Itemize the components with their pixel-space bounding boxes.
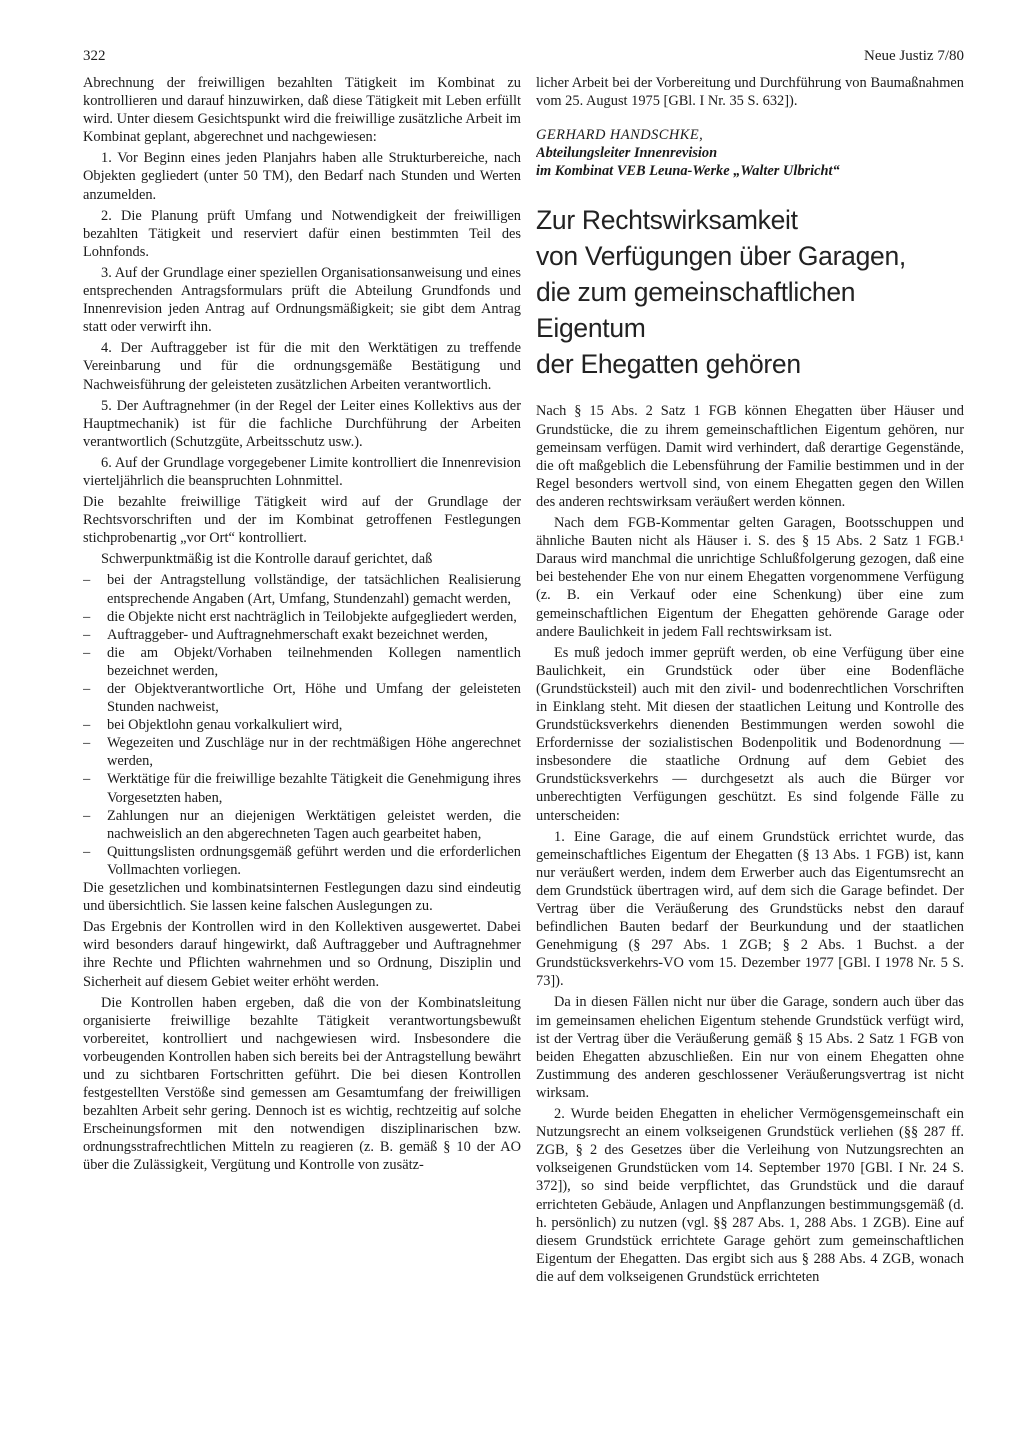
headline-line: der Ehegatten gehören xyxy=(536,349,801,380)
article-body xyxy=(536,402,964,1286)
body-paragraph: Es muß jedoch immer geprüft werden, ob eine Verfügung über eine Baulichkeit, ein Grundstück oder über eine Bodenfläche (Grundstücksteil) auch mit den zivil- und bodenrechtlichen Vorschriften in Einklang steht. Mit diesen der staatlichen Leitung und Kontrolle des Grundstücksverkehrs dienenden Bestimmungen werden sowohl die Erfordernisse der sozialistischen Bodenpolitik und Bodenordnung — insbesondere die staatliche Ordnung auf dem Gebiet des Grundstücksverkehrs — durchgesetzt als auch die Bürger vor unberechtigten Verfügungen geschützt. Es sind folgende Fälle zu unterscheiden: xyxy=(536,644,964,824)
left-column xyxy=(83,74,521,1397)
right-column xyxy=(536,74,964,1397)
headline-line: von Verfügungen über Garagen, xyxy=(536,241,906,272)
body-paragraph: Die gesetzlichen und kombinatsinternen Festlegungen dazu sind eindeutig und übersichtlich. Sie lassen keine falschen Auslegungen zu. xyxy=(83,880,521,915)
list-item xyxy=(83,807,521,843)
body-paragraph: Abrechnung der freiwilligen bezahlten Tätigkeit im Kombinat zu kontrollieren und darauf hinzuwirken, daß diese Tätigkeit mit Leben erfüllt wird. Unter diesem Gesichtspunkt wird die freiwillige zusätzliche Arbeit im Kombinat geplant, abgerechnet und nachgewiesen: xyxy=(83,75,521,146)
body-paragraph: Die bezahlte freiwillige Tätigkeit wird auf der Grundlage der Rechtsvorschriften und der im Kombinat getroffenen Festlegungen stichprobenartig „vor Ort“ kontrolliert. xyxy=(83,494,521,547)
body-paragraph: 4. Der Auftraggeber ist für die mit den Werktätigen zu treffende Vereinbarung und für die ordnungsgemäße Bestätigung und Nachweisführung der geleisteten zusätzlichen Arbeiten verantwortlich. xyxy=(83,340,521,393)
body-paragraph: 2. Die Planung prüft Umfang und Notwendigkeit der freiwilligen bezahlten Tätigkeit und reserviert dafür einen bestimmten Teil des Lohnfonds. xyxy=(83,207,521,260)
dash-bullet: – xyxy=(83,681,91,697)
body-paragraph: Da in diesen Fällen nicht nur über die Garage, sondern auch über das im gemeinsamen ehelichen Eigentum stehende Grundstück verfügt wird, ist der Vertrag über die Veräußerung gemäß § 15 Abs. 2 Satz 1 FGB von beiden Ehegatten abzuschließen. Ein nur von einem Ehegatten ohne Zustimmung des anderen geschlossener Veräußerungsvertrag ist nicht wirksam. xyxy=(536,994,964,1101)
list-item xyxy=(83,770,521,806)
list-item-text: Quittungslisten ordnungsgemäß geführt werden und die erforderlichen Vollmachten vorliegen. xyxy=(107,843,521,878)
list-item-text: Werktätige für die freiwillige bezahlte Tätigkeit die Genehmigung ihres Vorgesetzten haben, xyxy=(107,771,521,806)
list-item xyxy=(83,680,521,716)
body-paragraph: Nach dem FGB-Kommentar gelten Garagen, Bootsschuppen und ähnliche Bauten nicht als Häuser i. S. des § 15 Abs. 2 Satz 1 FGB.¹ Daraus wird manchmal die unrichtige Schlußfolgerung gezogen, daß eine bei bestehender Ehe von nur einem Ehegatten vorgenommene Verfügung (z. B. ein Verkauf oder eine Schenkung) über eine zum gemeinschaftlichen Eigentum der Ehegatten gehörende Garage oder andere Baulichkeit in jedem Fall rechtswirksam ist. xyxy=(536,515,964,640)
list-item xyxy=(83,626,521,644)
list-item xyxy=(83,571,521,607)
body-paragraph: 1. Eine Garage, die auf einem Grundstück errichtet wurde, das gemeinschaftliches Eigentum der Ehegatten (§ 13 Abs. 1 FGB) ist, kann nur veräußert werden, indem dem Erwerber auch das Eigentumsrecht an dem Grundstück übertragen wird, auf dem sich die Garage befindet. Der Vertrag über die Veräußerung des Grundstücks nebst den darauf befindlichen Bauten bedarf der Beurkundung und der staatlichen Genehmigung (§ 297 Abs. 1 ZGB; § 2 Abs. 1 Buchst. a der Grundstücksverkehrs-VO vom 15. Dezember 1977 [GBl. I 1978 Nr. 5 S. 73]). xyxy=(536,828,964,990)
body-paragraph: 5. Der Auftragnehmer (in der Regel der Leiter eines Kollektivs aus der Hauptmechanik) ist für die fachliche Durchführung der Arbeiten verantwortlich (Schutzgüte, Arbeitsschutz usw.). xyxy=(83,397,521,450)
list-item-text: bei der Antragstellung vollständige, der tatsächlichen Realisierung entsprechende Angaben (Art, Umfang, Stundenzahl) gemacht werden, xyxy=(107,572,521,607)
list-item-text: Wegezeiten und Zuschläge nur in der rechtmäßigen Höhe angerechnet werden, xyxy=(107,735,521,770)
list-item xyxy=(83,716,521,734)
list-item-text: die am Objekt/Vorhaben teilnehmenden Kollegen namentlich bezeichnet werden, xyxy=(107,644,521,679)
author-signature xyxy=(536,126,964,180)
list-item-text: der Objektverantwortliche Ort, Höhe und Umfang der geleisteten Stunden nachweist, xyxy=(107,681,521,716)
dash-bullet: – xyxy=(83,608,91,625)
dash-bullet: – xyxy=(83,735,91,752)
list-item xyxy=(83,843,521,879)
dash-bullet: – xyxy=(83,807,91,824)
body-paragraph: 2. Wurde beiden Ehegatten in ehelicher Vermögensgemeinschaft ein Nutzungsrecht an einem volkseigenen Grundstück verliehen (§§ 287 ff. ZGB, § 2 des Gesetzes über die Verleihung von Nutzungsrechten an volkseigenen Grundstücken vom 14. September 1970 [GBl. I Nr. 24 S. 372]), so sind beide verpflichtet, das Grundstück und die darauf errichteten Gebäude, Anlagen und Anpflanzungen bestimmungsgemäß (d. h. persönlich) zu nutzen (vgl. §§ 287 Abs. 1, 288 Abs. 1 ZGB). Eine auf diesem Grundstück errichtete Garage gehört zum gemeinschaftlichen Eigentum der Ehegatten. Das ergibt sich aus § 288 Abs. 4 ZGB, wonach die auf dem volkseigenen Grundstück errichteten xyxy=(536,1106,964,1285)
headline-line: Zur Rechtswirksamkeit xyxy=(536,205,798,236)
body-paragraph: 6. Auf der Grundlage vorgegebener Limite kontrolliert die Innenrevision vierteljährlich die beanspruchten Lohnmittel. xyxy=(83,454,521,489)
author-name: GERHARD HANDSCHKE, xyxy=(536,127,704,144)
list-item xyxy=(83,608,521,626)
dash-bullet: – xyxy=(83,644,91,661)
body-paragraph: 1. Vor Beginn eines jeden Planjahrs haben alle Strukturbereiche, nach Objekten gegliedert (unter 50 TM), den Bedarf nach Stunden und Werten anzumelden. xyxy=(83,150,521,203)
dash-bullet: – xyxy=(83,717,91,734)
body-paragraph: Schwerpunktmäßig ist die Kontrolle darauf gerichtet, daß xyxy=(101,551,433,568)
dash-bullet: – xyxy=(83,771,91,788)
list-item-text: Zahlungen nur an diejenigen Werktätigen geleistet werden, die nachweislich an den abgerechneten Tagen auch gearbeitet haben, xyxy=(107,807,521,842)
list-item-text: Auftraggeber- und Auftragnehmerschaft exakt bezeichnet werden, xyxy=(107,626,488,643)
article-headline xyxy=(536,202,964,382)
continued-paragraph: licher Arbeit bei der Vorbereitung und Durchführung von Baumaßnahmen vom 25. August 1975 [GBl. I Nr. 35 S. 632]). xyxy=(536,75,964,110)
list-item xyxy=(83,644,521,680)
list-item xyxy=(83,734,521,770)
dash-bullet: – xyxy=(83,843,91,860)
list-item-text: die Objekte nicht erst nachträglich in Teilobjekte aufgegliedert werden, xyxy=(107,608,517,625)
body-paragraph: Das Ergebnis der Kontrollen wird in den Kollektiven ausgewertet. Dabei wird besonders darauf hingewirkt, daß Auftraggeber und Auftragnehmer ihre Rechte und Pflichten wahrnehmen und so Ordnung, Disziplin und Sicherheit auf diesem Gebiet weiter erhöht werden. xyxy=(83,919,521,990)
page-number: 322 xyxy=(83,48,106,64)
list-item-text: bei Objektlohn genau vorkalkuliert wird, xyxy=(107,717,343,734)
headline-line: die zum gemeinschaftlichen Eigentum xyxy=(536,277,856,344)
dash-bullet: – xyxy=(83,572,91,589)
author-affiliation: im Kombinat VEB Leuna-Werke „Walter Ulbricht“ xyxy=(536,163,840,180)
journal-reference: Neue Justiz 7/80 xyxy=(864,48,964,64)
author-title: Abteilungsleiter Innenrevision xyxy=(536,145,718,162)
body-paragraph: Nach § 15 Abs. 2 Satz 1 FGB können Ehegatten über Häuser und Grundstücke, die zu ihrem gemeinschaftlichen Eigentum gehören, nur gemeinsam verfügen. Damit wird verhindert, daß derartige Gegenstände, die oft maßgeblich die Lebensführung der Familie bestimmen und in der Regel besonders wertvoll sind, von einem Ehegatten gegen den Willen des anderen rechtswirksam veräußert werden können. xyxy=(536,403,964,510)
body-paragraph: 3. Auf der Grundlage einer speziellen Organisationsanweisung und eines entsprechenden Antragsformulars prüft die Abteilung Grundfonds und Innenrevision jeden Antrag auf Ordnungsmäßigkeit; sie gibt dem Antrag statt oder verwirft ihn. xyxy=(83,264,521,336)
dash-bullet: – xyxy=(83,626,91,643)
body-paragraph: Die Kontrollen haben ergeben, daß die von der Kombinatsleitung organisierte freiwillige bezahlte Tätigkeit verantwortungsbewußt vorbereitet, kontrolliert und nachgewiesen wird. Insbesondere die vorbeugenden Kontrollen haben sich bereits bei der Antragstellung bewährt und zu sichtbaren Fortschritten geführt. Die bei diesen Kontrollen festgestellten Verstöße sind gemessen am Gesamtumfang der freiwilligen bezahlten Arbeit sehr gering. Dennoch ist es wichtig, rechtzeitig auf solche Erscheinungsformen mit den notwendigen disziplinarischen bzw. ordnungsstrafrechtlichen Mitteln zu reagieren (z. B. gemäß § 10 der AO über die Zulässigkeit, Vergütung und Kontrolle von zusätz- xyxy=(83,994,521,1174)
